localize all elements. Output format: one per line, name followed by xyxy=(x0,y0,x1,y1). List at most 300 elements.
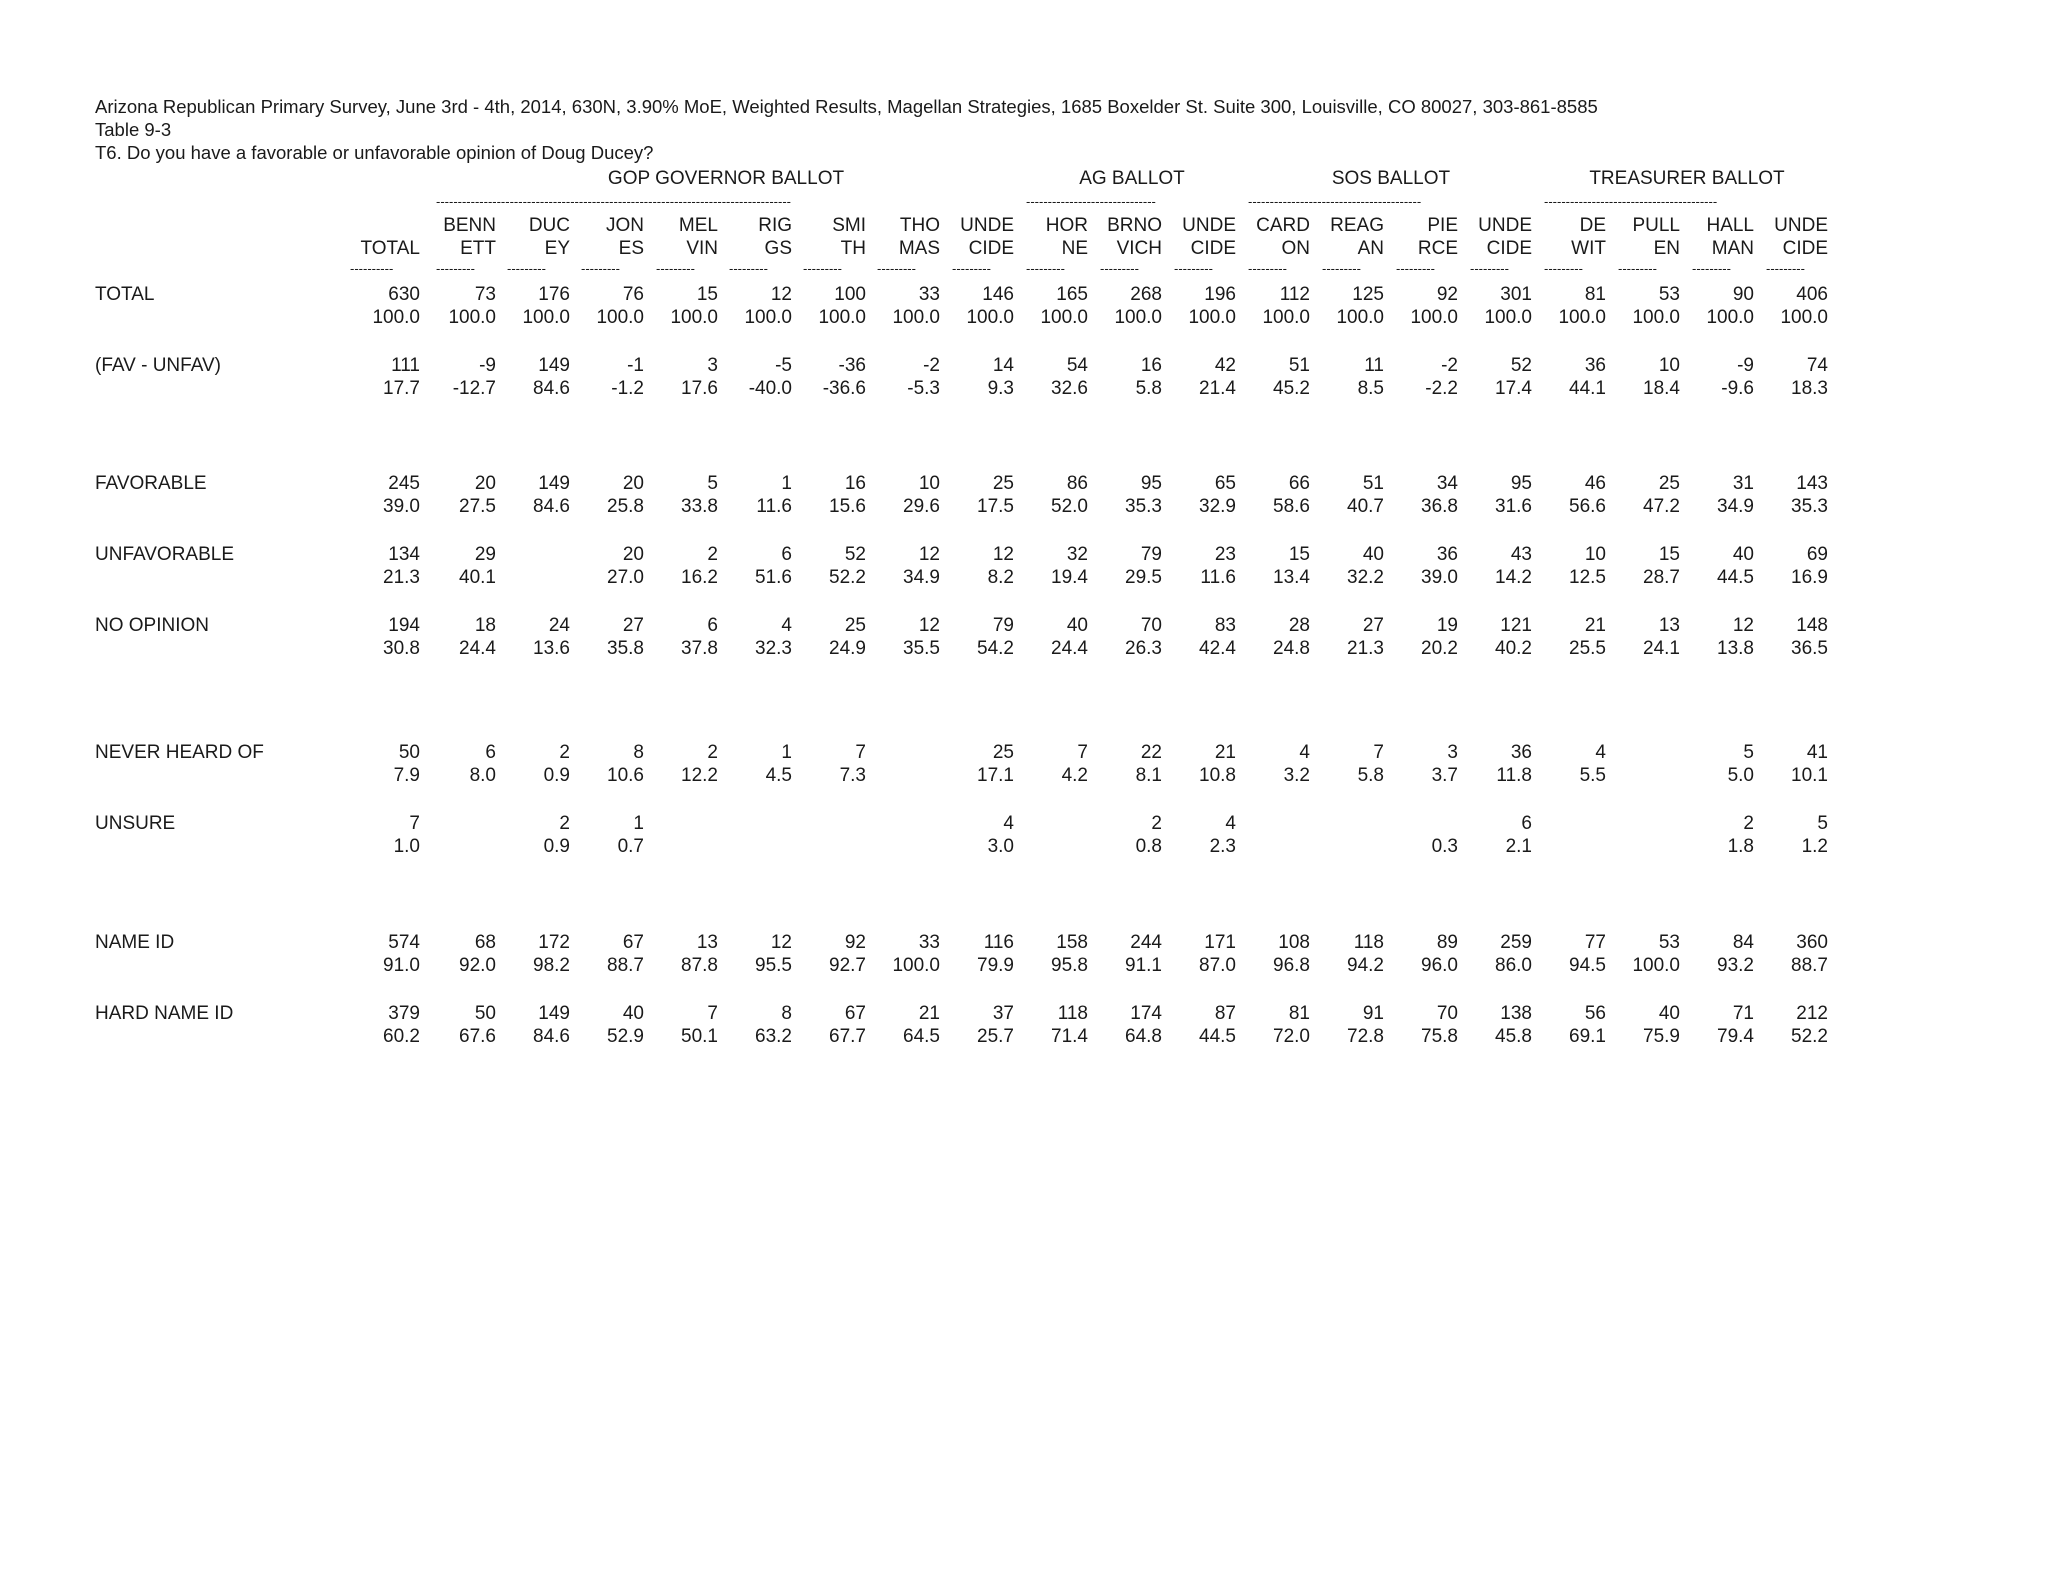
cell-percent: -40.0 xyxy=(748,378,792,399)
cell-percent: 45.2 xyxy=(1273,378,1310,399)
cell-count: 212 xyxy=(1796,1003,1828,1024)
column-header-line1: CARD xyxy=(1256,215,1310,236)
cell-percent: 92.0 xyxy=(459,955,496,976)
cell-count: 148 xyxy=(1796,615,1828,636)
cell-count: 3 xyxy=(707,355,718,376)
cell-count: 172 xyxy=(538,932,570,953)
cell-percent: 8.0 xyxy=(469,765,496,786)
cell-percent: 35.5 xyxy=(903,638,940,659)
column-underline: --------- xyxy=(729,262,768,276)
cell-count: 28 xyxy=(1288,615,1310,636)
cell-percent: 8.1 xyxy=(1135,765,1162,786)
cell-percent: 100.0 xyxy=(1484,307,1532,328)
cell-percent: 20.2 xyxy=(1421,638,1458,659)
cell-percent: 64.8 xyxy=(1125,1026,1162,1047)
cell-percent: 2.1 xyxy=(1505,836,1532,857)
cell-percent: 24.1 xyxy=(1643,638,1680,659)
cell-count: 4 xyxy=(781,615,792,636)
cell-count: 36 xyxy=(1436,544,1458,565)
cell-percent: 3.0 xyxy=(987,836,1014,857)
cell-percent: 52.9 xyxy=(607,1026,644,1047)
cell-count: 79 xyxy=(992,615,1014,636)
column-header-line1: UNDE xyxy=(1182,215,1236,236)
cell-percent: 3.7 xyxy=(1431,765,1458,786)
group-header: TREASURER BALLOT xyxy=(1589,168,1785,189)
cell-percent: -36.6 xyxy=(822,378,866,399)
cell-count: 118 xyxy=(1057,1003,1088,1024)
cell-percent: 25.5 xyxy=(1569,638,1606,659)
cell-count: 6 xyxy=(1521,813,1532,834)
cell-count: 134 xyxy=(388,544,420,565)
column-header-line1: BENN xyxy=(443,215,496,236)
cell-count: -9 xyxy=(1737,355,1754,376)
cell-percent: 34.9 xyxy=(903,567,940,588)
cell-percent: 100.0 xyxy=(1632,307,1680,328)
cell-count: 4 xyxy=(1595,742,1606,763)
cell-percent: 60.2 xyxy=(383,1026,420,1047)
cell-count: 71 xyxy=(1732,1003,1754,1024)
cell-count: 42 xyxy=(1214,355,1236,376)
cell-percent: 24.9 xyxy=(829,638,866,659)
cell-percent: 100.0 xyxy=(818,307,866,328)
cell-percent: 44.5 xyxy=(1717,567,1754,588)
column-header: AN xyxy=(1357,238,1384,259)
cell-count: 245 xyxy=(388,473,420,494)
cell-percent: -12.7 xyxy=(452,378,496,399)
group-underline: ------------------------------ xyxy=(1026,195,1156,209)
cell-percent: 28.7 xyxy=(1643,567,1680,588)
cell-percent: -5.3 xyxy=(907,378,940,399)
cell-percent: 87.8 xyxy=(681,955,718,976)
cell-percent: 32.3 xyxy=(755,638,792,659)
cell-count: 379 xyxy=(388,1003,420,1024)
cell-count: 301 xyxy=(1500,284,1532,305)
cell-count: 5 xyxy=(707,473,718,494)
cell-percent: 95.5 xyxy=(755,955,792,976)
cell-count: 56 xyxy=(1584,1003,1606,1024)
cell-count: 20 xyxy=(622,544,644,565)
cell-percent: 100.0 xyxy=(1114,307,1162,328)
column-underline: --------- xyxy=(507,262,546,276)
cell-count: 22 xyxy=(1140,742,1162,763)
cell-percent: 44.1 xyxy=(1569,378,1606,399)
cell-count: 36 xyxy=(1584,355,1606,376)
cell-count: 13 xyxy=(1658,615,1680,636)
column-underline: ---------- xyxy=(350,262,394,276)
cell-percent: 13.6 xyxy=(533,638,570,659)
cell-count: 54 xyxy=(1066,355,1088,376)
cell-percent: 33.8 xyxy=(681,496,718,517)
column-header-line1: SMI xyxy=(832,215,866,236)
cell-percent: 12.2 xyxy=(681,765,718,786)
cell-count: 149 xyxy=(538,1003,570,1024)
column-header: CIDE xyxy=(1782,238,1828,259)
column-header-line1: UNDE xyxy=(960,215,1014,236)
cell-count: 89 xyxy=(1436,932,1458,953)
cell-percent: 2.3 xyxy=(1209,836,1236,857)
cell-percent: 10.8 xyxy=(1199,765,1236,786)
cell-percent: 7.3 xyxy=(839,765,866,786)
cell-percent: 25.7 xyxy=(977,1026,1014,1047)
cell-count: 20 xyxy=(622,473,644,494)
cell-percent: 5.8 xyxy=(1135,378,1162,399)
cell-percent: 88.7 xyxy=(1791,955,1828,976)
cell-percent: 12.5 xyxy=(1569,567,1606,588)
cell-count: 69 xyxy=(1806,544,1828,565)
column-underline: --------- xyxy=(1248,262,1287,276)
cell-count: 11 xyxy=(1364,355,1384,376)
cell-count: 10 xyxy=(918,473,940,494)
cell-percent: 16.2 xyxy=(681,567,718,588)
column-header: EY xyxy=(544,238,570,259)
cell-percent: 98.2 xyxy=(533,955,570,976)
cell-count: 1 xyxy=(633,813,644,834)
cell-percent: 100.0 xyxy=(1262,307,1310,328)
row-label-fav-unfav: (FAV - UNFAV) xyxy=(95,355,221,376)
cell-count: 259 xyxy=(1500,932,1532,953)
cell-percent: 17.6 xyxy=(681,378,718,399)
cell-percent: 100.0 xyxy=(1336,307,1384,328)
cell-percent: 40.2 xyxy=(1495,638,1532,659)
cell-count: 23 xyxy=(1214,544,1236,565)
cell-percent: 50.1 xyxy=(681,1026,718,1047)
cell-count: 16 xyxy=(844,473,866,494)
cell-percent: 92.7 xyxy=(829,955,866,976)
cell-count: 65 xyxy=(1214,473,1236,494)
cell-count: 50 xyxy=(398,742,420,763)
cell-count: 15 xyxy=(696,284,718,305)
cell-percent: 21.3 xyxy=(1347,638,1384,659)
cell-count: 108 xyxy=(1278,932,1310,953)
cell-percent: -1.2 xyxy=(611,378,644,399)
cell-count: 37 xyxy=(992,1003,1014,1024)
cell-percent: 100.0 xyxy=(1410,307,1458,328)
cell-percent: 29.6 xyxy=(903,496,940,517)
cell-count: 111 xyxy=(391,355,420,376)
group-header: GOP GOVERNOR BALLOT xyxy=(607,168,845,189)
column-header: VICH xyxy=(1116,238,1162,259)
column-header: ETT xyxy=(460,238,496,259)
cell-percent: 96.0 xyxy=(1421,955,1458,976)
cell-percent: 84.6 xyxy=(533,378,570,399)
cell-percent: 100.0 xyxy=(522,307,570,328)
cell-count: 13 xyxy=(696,932,718,953)
cell-count: 67 xyxy=(622,932,644,953)
column-header-line1: HOR xyxy=(1045,215,1088,236)
row-label-name-id: NAME ID xyxy=(95,932,175,953)
cell-count: 43 xyxy=(1510,544,1532,565)
cell-percent: 100.0 xyxy=(670,307,718,328)
cell-count: 7 xyxy=(855,742,866,763)
cell-percent: 13.4 xyxy=(1273,567,1310,588)
cell-percent: 84.6 xyxy=(533,1026,570,1047)
cell-percent: 86.0 xyxy=(1495,955,1532,976)
cell-count: 40 xyxy=(1732,544,1754,565)
cell-percent: 32.2 xyxy=(1347,567,1384,588)
table-number: Table 9-3 xyxy=(95,119,172,140)
cell-count: 16 xyxy=(1140,355,1162,376)
cell-count: 83 xyxy=(1214,615,1236,636)
cell-count: 6 xyxy=(707,615,718,636)
cell-percent: 5.8 xyxy=(1357,765,1384,786)
column-header: WIT xyxy=(1571,238,1606,259)
cell-count: 66 xyxy=(1288,473,1310,494)
cell-percent: 1.8 xyxy=(1727,836,1754,857)
column-header: GS xyxy=(764,238,792,259)
cell-count: 68 xyxy=(474,932,496,953)
cell-count: 12 xyxy=(770,932,792,953)
cell-count: 95 xyxy=(1510,473,1532,494)
cell-count: 2 xyxy=(707,742,718,763)
column-header: CIDE xyxy=(1190,238,1236,259)
cell-percent: 1.2 xyxy=(1801,836,1828,857)
cell-percent: 24.8 xyxy=(1273,638,1310,659)
cell-count: 41 xyxy=(1806,742,1828,763)
cell-count: 1 xyxy=(781,742,792,763)
cell-count: 73 xyxy=(474,284,496,305)
cell-percent: 21.4 xyxy=(1199,378,1236,399)
cell-count: 165 xyxy=(1056,284,1088,305)
cell-percent: 31.6 xyxy=(1495,496,1532,517)
cell-percent: 63.2 xyxy=(755,1026,792,1047)
cell-count: 12 xyxy=(918,615,940,636)
column-underline: --------- xyxy=(1322,262,1361,276)
column-underline: --------- xyxy=(803,262,842,276)
cell-count: 12 xyxy=(992,544,1014,565)
cell-percent: 84.6 xyxy=(533,496,570,517)
cell-count: 176 xyxy=(538,284,570,305)
cell-percent: 11.8 xyxy=(1496,765,1532,786)
cell-percent: 17.4 xyxy=(1495,378,1532,399)
cell-percent: 17.5 xyxy=(977,496,1014,517)
column-header-line1: BRNO xyxy=(1107,215,1162,236)
cell-percent: 17.7 xyxy=(383,378,420,399)
cell-percent: 79.9 xyxy=(977,955,1014,976)
cell-percent: 100.0 xyxy=(1188,307,1236,328)
cell-count: 146 xyxy=(982,284,1014,305)
cell-percent: 0.7 xyxy=(617,836,644,857)
cell-percent: 96.8 xyxy=(1273,955,1310,976)
cell-count: 19 xyxy=(1436,615,1458,636)
cell-count: 125 xyxy=(1352,284,1384,305)
column-underline: --------- xyxy=(952,262,991,276)
cell-count: 171 xyxy=(1204,932,1236,953)
cell-count: 86 xyxy=(1066,473,1088,494)
cell-percent: 35.3 xyxy=(1791,496,1828,517)
cell-percent: 64.5 xyxy=(903,1026,940,1047)
cell-count: 52 xyxy=(1510,355,1532,376)
cell-percent: 100.0 xyxy=(1558,307,1606,328)
cell-percent: 58.6 xyxy=(1273,496,1310,517)
group-header: SOS BALLOT xyxy=(1331,168,1451,189)
cell-count: 90 xyxy=(1732,284,1754,305)
column-header-line1: DUC xyxy=(528,215,570,236)
cell-percent: -9.6 xyxy=(1721,378,1754,399)
cell-count: 34 xyxy=(1436,473,1458,494)
cell-count: 92 xyxy=(844,932,866,953)
cell-count: 21 xyxy=(1214,742,1236,763)
cell-percent: 11.6 xyxy=(756,496,792,517)
cell-percent: -2.2 xyxy=(1425,378,1458,399)
row-label-hard-name-id: HARD NAME ID xyxy=(95,1003,234,1024)
cell-count: 7 xyxy=(1077,742,1088,763)
cell-percent: 52.0 xyxy=(1051,496,1088,517)
group-underline: ---------------------------------------- xyxy=(1248,195,1422,209)
cell-count: 15 xyxy=(1658,544,1680,565)
cell-percent: 25.8 xyxy=(607,496,644,517)
cell-count: 406 xyxy=(1796,284,1828,305)
cell-percent: 67.6 xyxy=(459,1026,496,1047)
group-underline: ---------------------------------------- xyxy=(1544,195,1718,209)
cell-percent: 32.9 xyxy=(1199,496,1236,517)
cell-count: 630 xyxy=(388,284,420,305)
cell-percent: 0.8 xyxy=(1135,836,1162,857)
cell-percent: 3.2 xyxy=(1283,765,1310,786)
group-underline: ---------------------------------------------------------------------------------- xyxy=(436,195,791,209)
cell-percent: 10.1 xyxy=(1791,765,1828,786)
cell-percent: 27.5 xyxy=(459,496,496,517)
cell-count: 2 xyxy=(1743,813,1754,834)
cell-percent: 100.0 xyxy=(892,955,940,976)
column-header: RCE xyxy=(1417,238,1458,259)
cell-count: 51 xyxy=(1362,473,1384,494)
cell-percent: 52.2 xyxy=(829,567,866,588)
cell-count: 10 xyxy=(1658,355,1680,376)
cell-percent: 21.3 xyxy=(383,567,420,588)
column-underline: --------- xyxy=(1396,262,1435,276)
cell-count: 53 xyxy=(1658,284,1680,305)
cell-percent: 79.4 xyxy=(1717,1026,1754,1047)
cell-count: 74 xyxy=(1806,355,1828,376)
cell-count: 4 xyxy=(1225,813,1236,834)
column-underline: --------- xyxy=(1100,262,1139,276)
cell-percent: 100.0 xyxy=(892,307,940,328)
cell-count: 8 xyxy=(781,1003,792,1024)
row-label-total: TOTAL xyxy=(95,284,155,305)
column-underline: --------- xyxy=(1618,262,1657,276)
row-label-unsure: UNSURE xyxy=(95,813,176,834)
column-underline: --------- xyxy=(1544,262,1583,276)
column-underline: --------- xyxy=(436,262,475,276)
cell-percent: 91.1 xyxy=(1125,955,1162,976)
cell-percent: 95.8 xyxy=(1051,955,1088,976)
column-header: MAN xyxy=(1711,238,1754,259)
cell-count: 100 xyxy=(834,284,866,305)
cell-count: 2 xyxy=(1151,813,1162,834)
survey-title: Arizona Republican Primary Survey, June 3rd - 4th, 2014, 630N, 3.90% MoE, Weighted Results, Magellan Strategies, 1685 Boxelder St. Suite 300, Louisville, CO 80027, 303-861-8585 xyxy=(95,96,1598,117)
cell-percent: 40.1 xyxy=(459,567,496,588)
cell-count: 5 xyxy=(1817,813,1828,834)
question-text: T6. Do you have a favorable or unfavorable opinion of Doug Ducey? xyxy=(95,142,654,163)
cell-percent: 51.6 xyxy=(755,567,792,588)
cell-percent: 10.6 xyxy=(607,765,644,786)
cell-count: 91 xyxy=(1362,1003,1384,1024)
cell-percent: 4.5 xyxy=(765,765,792,786)
cell-count: 50 xyxy=(474,1003,496,1024)
row-label-no-opinion: NO OPINION xyxy=(95,615,210,636)
cell-count: 33 xyxy=(918,284,940,305)
cell-count: 36 xyxy=(1510,742,1532,763)
cell-count: 8 xyxy=(633,742,644,763)
cell-count: 70 xyxy=(1140,615,1162,636)
cell-count: 25 xyxy=(992,742,1014,763)
cell-count: 25 xyxy=(992,473,1014,494)
cell-count: 46 xyxy=(1584,473,1606,494)
cell-percent: 88.7 xyxy=(607,955,644,976)
cell-percent: 56.6 xyxy=(1569,496,1606,517)
cell-count: 12 xyxy=(770,284,792,305)
cell-percent: 17.1 xyxy=(977,765,1014,786)
cell-count: 40 xyxy=(1066,615,1088,636)
cell-percent: 40.7 xyxy=(1347,496,1384,517)
column-header: EN xyxy=(1653,238,1680,259)
cell-percent: 0.9 xyxy=(543,765,570,786)
cell-percent: 44.5 xyxy=(1199,1026,1236,1047)
cell-count: 10 xyxy=(1584,544,1606,565)
cell-count: 574 xyxy=(388,932,420,953)
column-header-line1: REAG xyxy=(1330,215,1384,236)
column-underline: --------- xyxy=(656,262,695,276)
cell-percent: 75.9 xyxy=(1643,1026,1680,1047)
cell-count: 138 xyxy=(1500,1003,1532,1024)
column-header-line1: MEL xyxy=(678,215,718,236)
cell-percent: 35.3 xyxy=(1125,496,1162,517)
cell-count: 158 xyxy=(1056,932,1088,953)
cell-count: 95 xyxy=(1140,473,1162,494)
cell-percent: 100.0 xyxy=(1632,955,1680,976)
cell-count: 27 xyxy=(1362,615,1384,636)
cell-percent: 93.2 xyxy=(1717,955,1754,976)
cell-percent: 0.3 xyxy=(1431,836,1458,857)
cell-count: 196 xyxy=(1204,284,1236,305)
cell-percent: 100.0 xyxy=(1040,307,1088,328)
cell-percent: 32.6 xyxy=(1051,378,1088,399)
column-header-line1: UNDE xyxy=(1478,215,1532,236)
cell-count: 25 xyxy=(844,615,866,636)
cell-percent: 11.6 xyxy=(1200,567,1236,588)
cell-percent: 1.0 xyxy=(393,836,420,857)
cell-count: 268 xyxy=(1130,284,1162,305)
cell-percent: 8.5 xyxy=(1357,378,1384,399)
cell-count: 149 xyxy=(538,473,570,494)
cell-percent: 4.2 xyxy=(1061,765,1088,786)
cell-count: 2 xyxy=(559,813,570,834)
column-underline: --------- xyxy=(1692,262,1731,276)
cell-count: 77 xyxy=(1584,932,1606,953)
cell-count: 18 xyxy=(474,615,496,636)
cell-count: 1 xyxy=(781,473,792,494)
column-header: MAS xyxy=(898,238,940,259)
cell-count: 174 xyxy=(1130,1003,1162,1024)
cell-count: -1 xyxy=(627,355,644,376)
cell-percent: 30.8 xyxy=(383,638,420,659)
cell-count: 20 xyxy=(474,473,496,494)
cell-count: 4 xyxy=(1299,742,1310,763)
cell-percent: 5.0 xyxy=(1727,765,1754,786)
cell-percent: 100.0 xyxy=(744,307,792,328)
cell-count: 67 xyxy=(844,1003,866,1024)
cell-percent: 39.0 xyxy=(383,496,420,517)
cell-count: 5 xyxy=(1743,742,1754,763)
column-header-line1: JON xyxy=(606,215,644,236)
column-underline: --------- xyxy=(877,262,916,276)
column-header: TOTAL xyxy=(360,238,420,259)
cell-percent: 29.5 xyxy=(1125,567,1162,588)
column-header: ON xyxy=(1281,238,1310,259)
cell-percent: 71.4 xyxy=(1051,1026,1088,1047)
column-underline: --------- xyxy=(1174,262,1213,276)
cell-count: 118 xyxy=(1353,932,1384,953)
